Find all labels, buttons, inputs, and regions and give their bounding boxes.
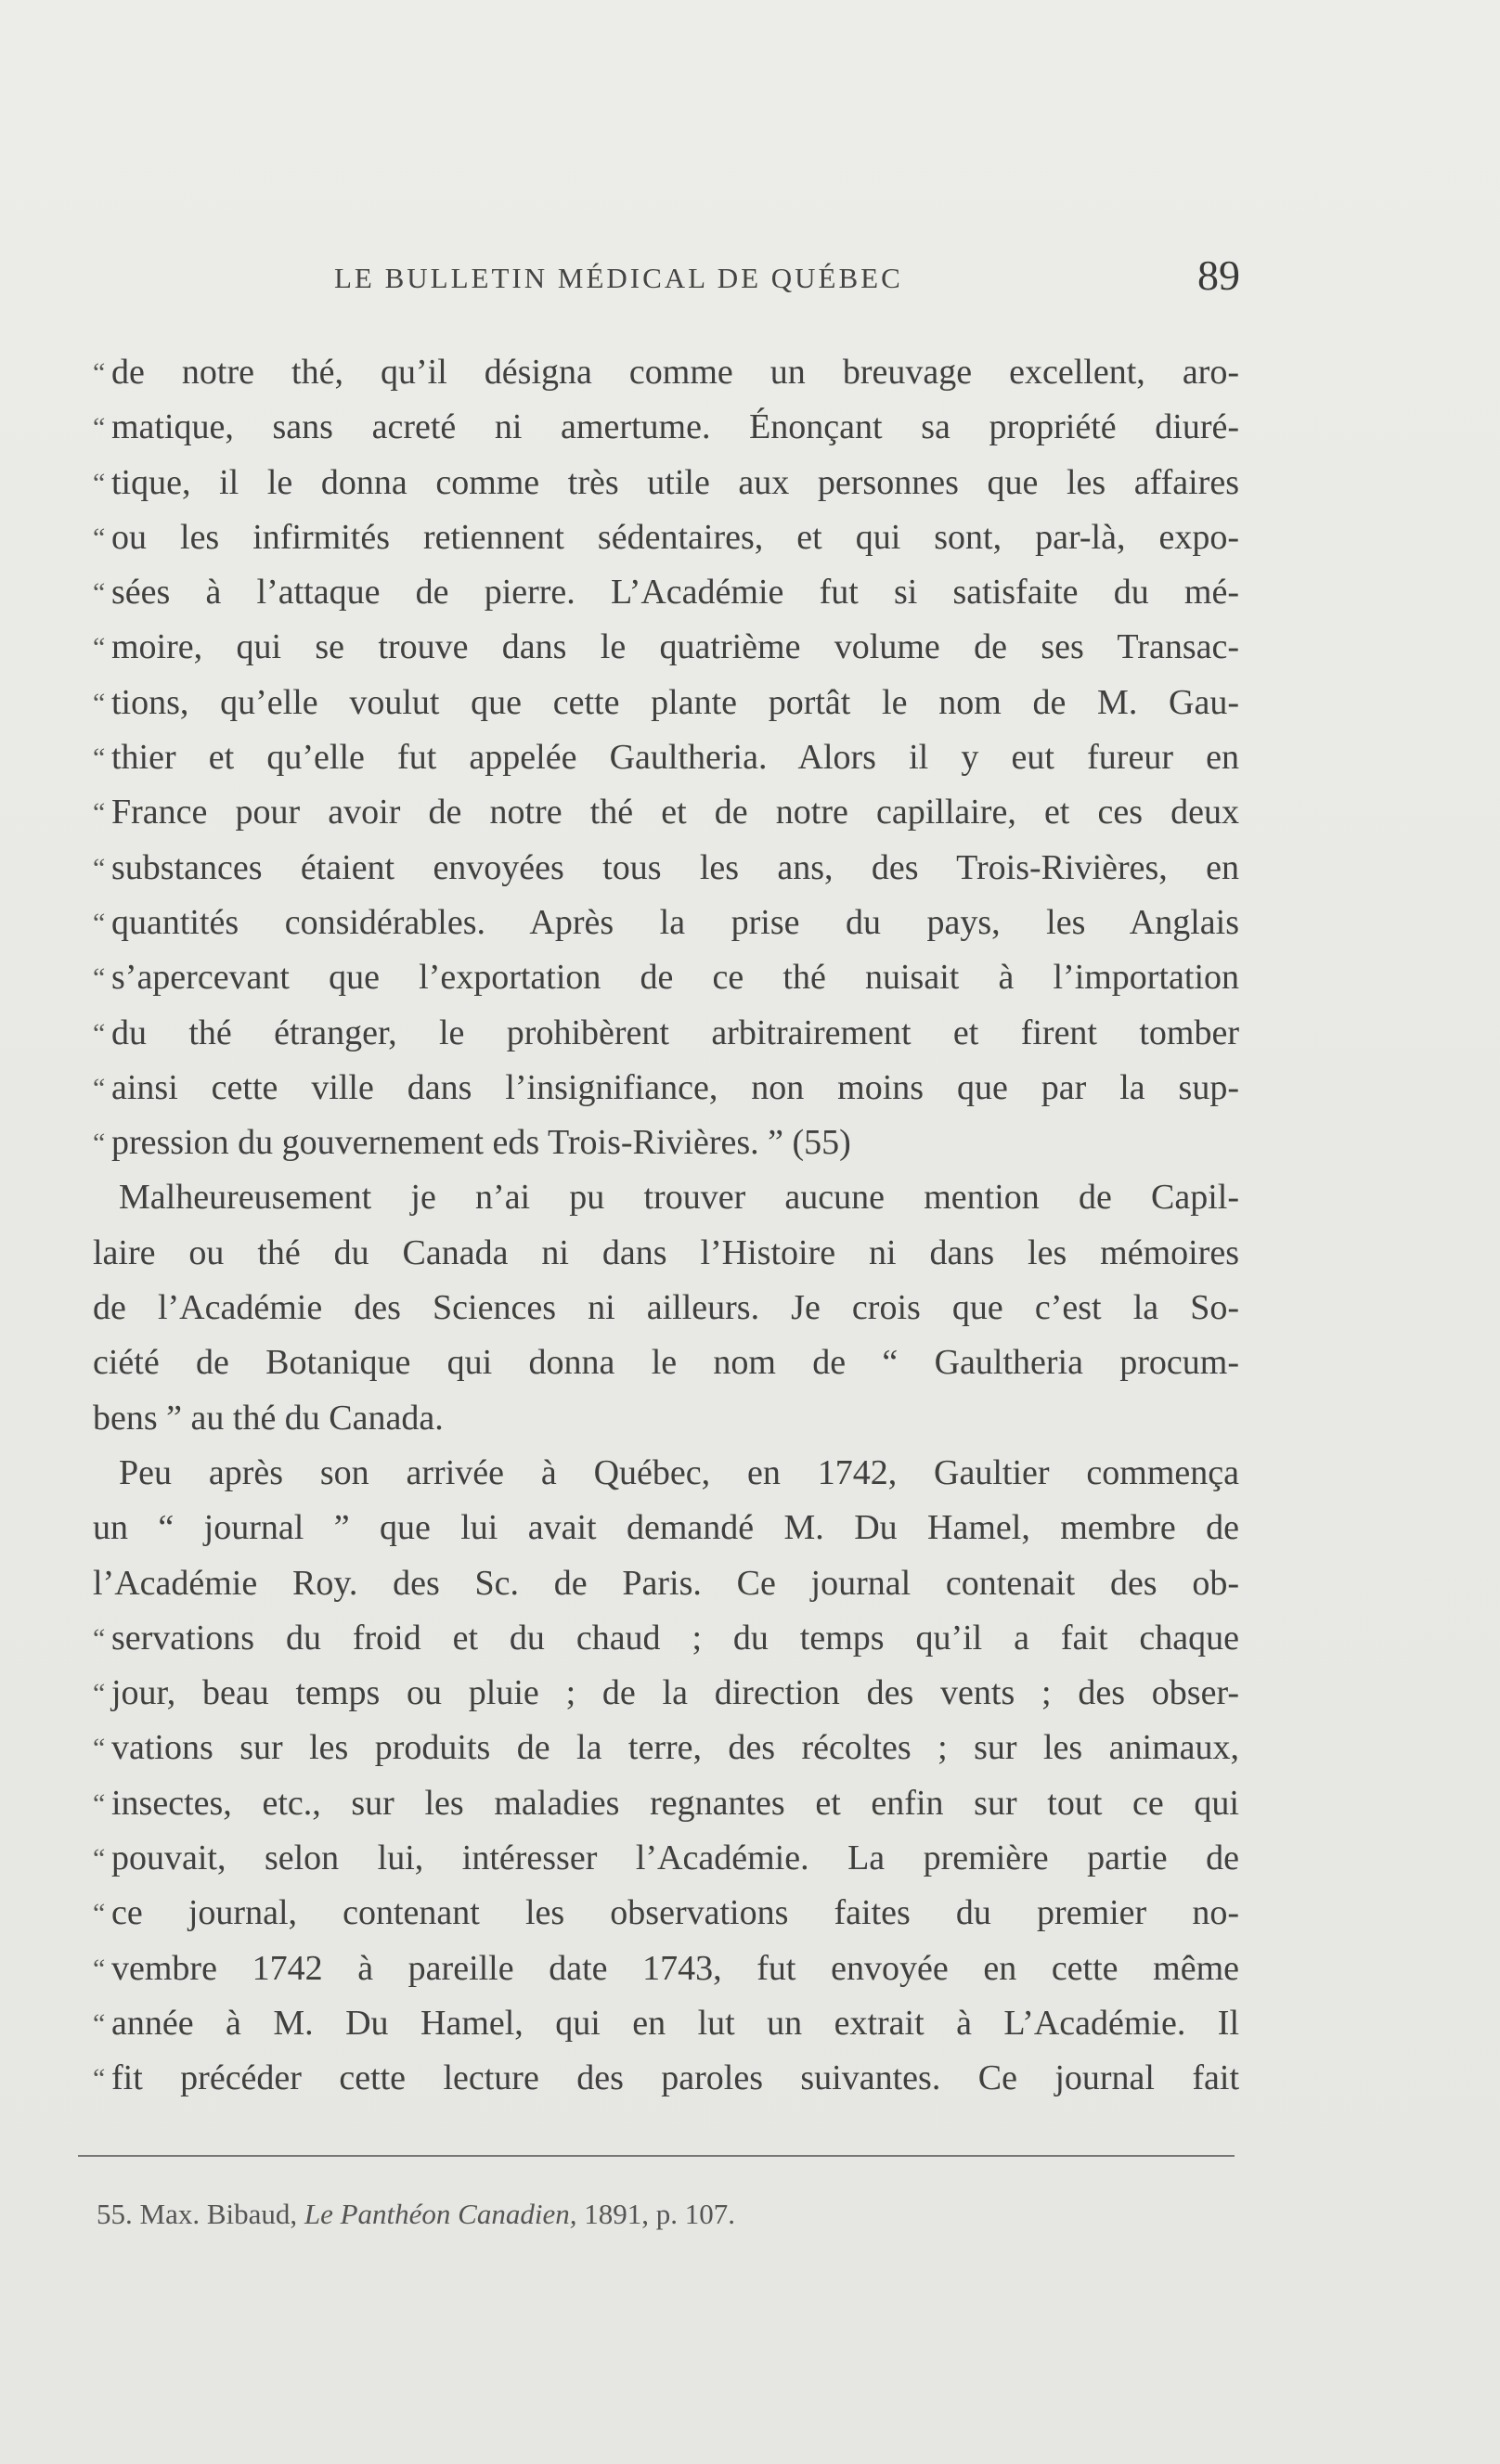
- quote-mark: “: [93, 1072, 106, 1103]
- line-text: thier et qu’elle fut appelée Gaultheria. Alors il y eut fureur en: [111, 738, 1239, 778]
- line-text: tique, il le donna comme très utile aux personnes que les affaires: [111, 462, 1239, 502]
- quote-mark: “: [93, 687, 106, 718]
- line-text: servations du froid et du chaud ; du temps qu’il a fait chaque: [111, 1618, 1239, 1658]
- quote-mark: “: [93, 962, 106, 994]
- quote-mark: “: [93, 907, 106, 938]
- line-text: quantités considérables. Après la prise du pays, les Anglais: [111, 902, 1239, 942]
- quote-mark: “: [93, 1678, 106, 1709]
- quoted-line: [93, 1721, 1239, 1775]
- line-text: s’apercevant que l’exportation de ce thé nuisait à l’importation: [111, 958, 1239, 998]
- paragraph-line: un “ journal ” que lui avait demandé M. Du Hamel, membre de: [93, 1508, 1239, 1548]
- quoted-line: [93, 2051, 1239, 2106]
- quoted-line: [93, 785, 1239, 840]
- quote-mark: “: [93, 1733, 106, 1764]
- quoted-line: [93, 345, 1239, 400]
- quoted-line: [93, 1996, 1239, 2051]
- quote-mark: “: [93, 742, 106, 774]
- footnote-author: Max. Bibaud,: [139, 2198, 298, 2230]
- paragraph-line: bens ” au thé du Canada.: [93, 1398, 444, 1438]
- line-text: pouvait, selon lui, intéresser l’Académie. La première partie de: [111, 1838, 1239, 1878]
- quoted-line: [93, 676, 1239, 730]
- quoted-block-2: [93, 1611, 1239, 2107]
- quoted-line: [93, 510, 1239, 565]
- footnote-title: Le Panthéon Canadien,: [304, 2198, 577, 2230]
- quote-mark: “: [93, 1787, 106, 1819]
- line-text: substances étaient envoyées tous les ans, des Trois-Rivières, en: [111, 847, 1239, 887]
- paragraph-line: l’Académie Roy. des Sc. de Paris. Ce journal contenait des ob-: [93, 1563, 1239, 1603]
- line-text: vembre 1742 à pareille date 1743, fut envoyée en cette même: [111, 1948, 1239, 1988]
- line-text: sées à l’attaque de pierre. L’Académie fut si satisfaite du mé-: [111, 573, 1239, 613]
- line-text: fit précéder cette lecture des paroles suivantes. Ce journal fait: [111, 2058, 1239, 2098]
- quote-mark: “: [93, 2063, 106, 2095]
- paragraph-malheureusement: [93, 1170, 1239, 1445]
- line-text: année à M. Du Hamel, qui en lut un extrait à L’Académie. Il: [111, 2003, 1239, 2043]
- quoted-line: [93, 565, 1239, 620]
- quoted-block-1: [93, 345, 1239, 1170]
- line-text: moire, qui se trouve dans le quatrième volume de ses Transac-: [111, 627, 1239, 667]
- quoted-line: [93, 1886, 1239, 1941]
- quoted-line: [93, 841, 1239, 896]
- quoted-line: [93, 456, 1239, 510]
- quoted-line: [93, 400, 1239, 455]
- quote-mark: “: [93, 577, 106, 609]
- quote-mark: “: [93, 1898, 106, 1929]
- paragraph-line: Peu après son arrivée à Québec, en 1742, Gaultier commença: [119, 1452, 1239, 1492]
- line-text: de notre thé, qu’il désigna comme un breuvage excellent, aro-: [111, 353, 1239, 392]
- body-text: [93, 345, 1239, 2107]
- quote-mark: “: [93, 1017, 106, 1049]
- line-text: jour, beau temps ou pluie ; de la direction des vents ; des obser-: [111, 1673, 1239, 1713]
- quoted-line: [93, 896, 1239, 950]
- line-text: pression du gouvernement eds Trois-Rivières. ” (55): [111, 1123, 851, 1163]
- quote-mark: “: [93, 852, 106, 884]
- line-text: France pour avoir de notre thé et de notre capillaire, et ces deux: [111, 793, 1239, 832]
- quote-mark: “: [93, 412, 106, 444]
- line-text: du thé étranger, le prohibèrent arbitrairement et firent tomber: [111, 1013, 1239, 1052]
- line-text: ou les infirmités retiennent sédentaires, et qui sont, par-là, expo-: [111, 517, 1239, 557]
- quoted-line: [93, 950, 1239, 1005]
- footnote-details: 1891, p. 107.: [584, 2198, 735, 2230]
- quote-mark: “: [93, 797, 106, 829]
- quoted-line: [93, 1666, 1239, 1721]
- quote-mark: “: [93, 632, 106, 664]
- quote-mark: “: [93, 2007, 106, 2039]
- line-text: vations sur les produits de la terre, des récoltes ; sur les animaux,: [111, 1728, 1239, 1768]
- quote-mark: “: [93, 1953, 106, 1984]
- quote-mark: “: [93, 1128, 106, 1159]
- quoted-line: [93, 1831, 1239, 1886]
- quoted-line: [93, 1006, 1239, 1061]
- paragraph-peu-apres: [93, 1446, 1239, 1611]
- quoted-line: [93, 620, 1239, 675]
- quote-mark: “: [93, 1843, 106, 1875]
- line-text: ce journal, contenant les observations faites du premier no-: [111, 1893, 1239, 1933]
- quoted-line: [93, 1776, 1239, 1831]
- quoted-line: [93, 730, 1239, 785]
- quote-mark: “: [93, 1622, 106, 1654]
- quoted-line: [93, 1942, 1239, 1996]
- quote-mark: “: [93, 522, 106, 553]
- quoted-line: [93, 1061, 1239, 1116]
- line-text: ainsi cette ville dans l’insignifiance, non moins que par la sup-: [111, 1067, 1239, 1107]
- paragraph-line: de l’Académie des Sciences ni ailleurs. Je crois que c’est la So-: [93, 1288, 1239, 1328]
- footnote-55: [97, 2198, 1210, 2231]
- page-number: 89: [1197, 252, 1240, 299]
- line-text: insectes, etc., sur les maladies regnantes et enfin sur tout ce qui: [111, 1783, 1239, 1823]
- footnote-divider: [78, 2155, 1235, 2157]
- quote-mark: “: [93, 357, 106, 388]
- quoted-line: [93, 1611, 1239, 1666]
- footnote-number: 55.: [97, 2198, 133, 2230]
- paragraph-line: laire ou thé du Canada ni dans l’Histoire ni dans les mémoires: [93, 1232, 1239, 1272]
- line-text: matique, sans acreté ni amertume. Énonçant sa propriété diuré-: [111, 407, 1239, 447]
- running-title: LE BULLETIN MÉDICAL DE QUÉBEC: [334, 262, 903, 294]
- quote-mark: “: [93, 467, 106, 498]
- paragraph-line: Malheureusement je n’ai pu trouver aucune mention de Capil-: [119, 1178, 1239, 1218]
- paragraph-line: ciété de Botanique qui donna le nom de “ Gaultheria procum-: [93, 1343, 1239, 1383]
- quoted-line: [93, 1116, 1239, 1170]
- line-text: tions, qu’elle voulut que cette plante portât le nom de M. Gau-: [111, 682, 1239, 722]
